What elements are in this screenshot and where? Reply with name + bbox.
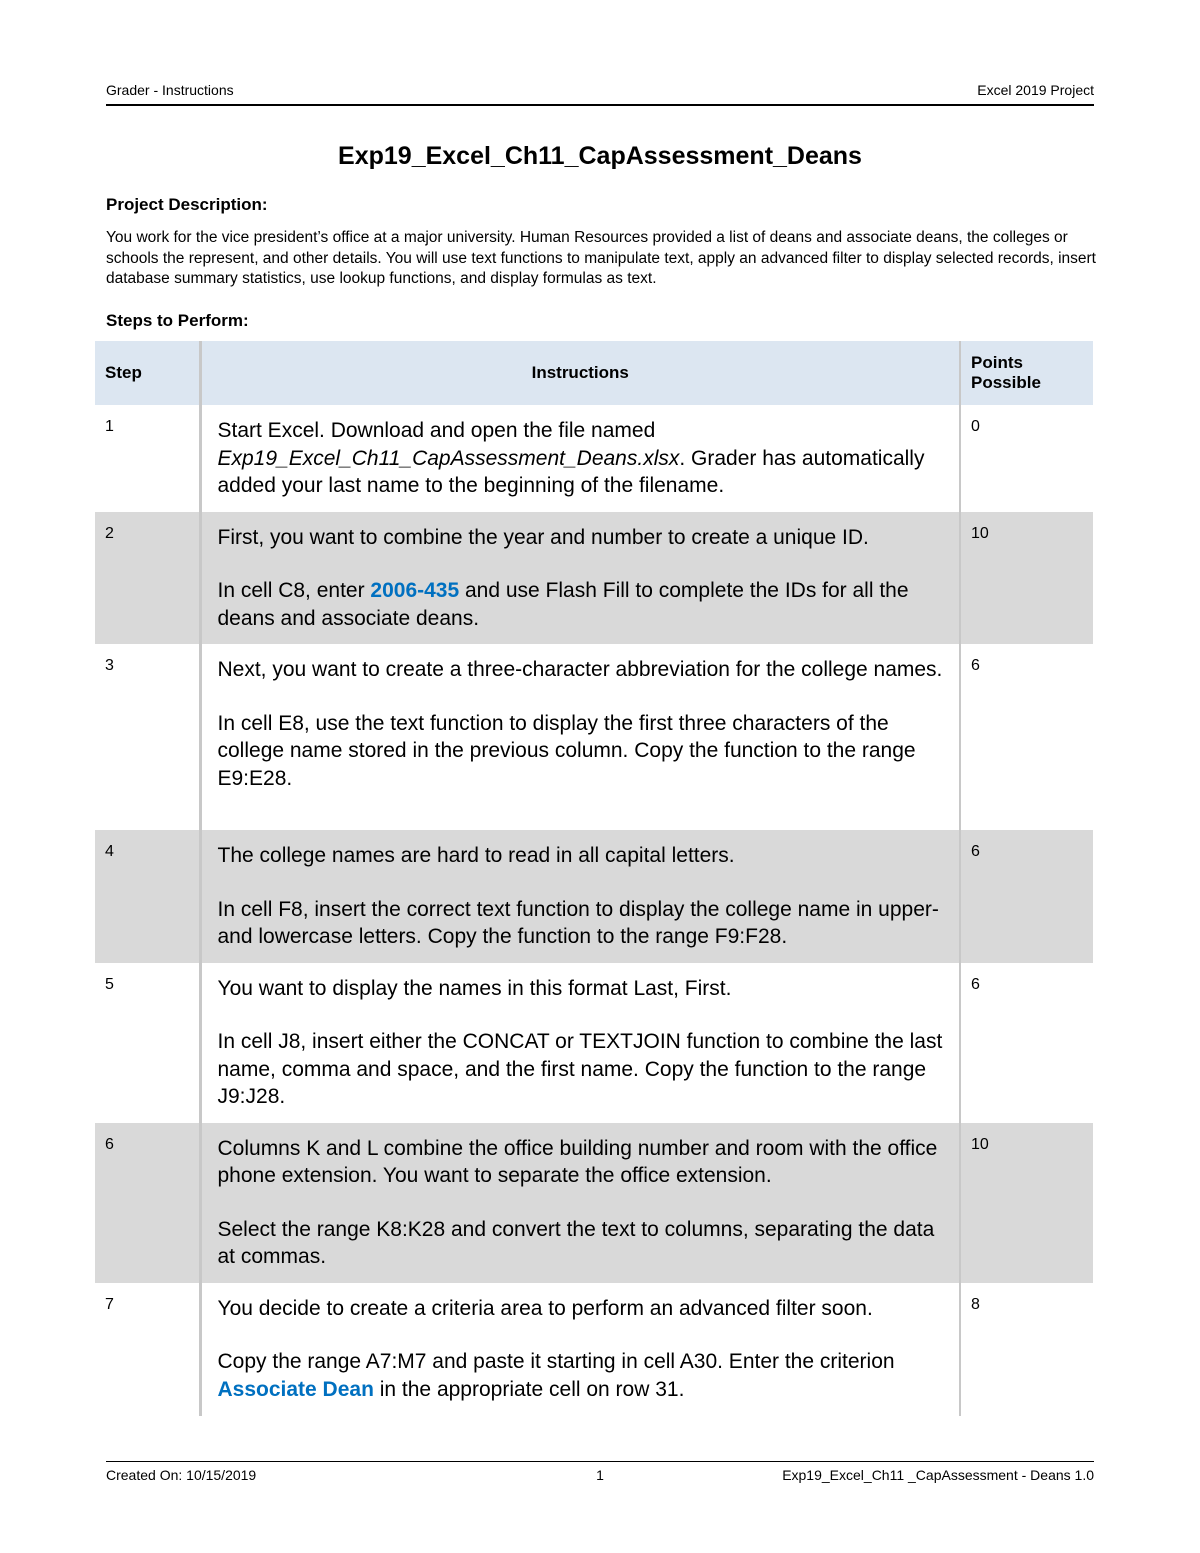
step-points: 0: [971, 418, 980, 435]
header-instructions: Instructions: [200, 341, 960, 405]
step-number: 1: [95, 405, 200, 512]
header-points: Points Possible: [960, 341, 1093, 405]
document-title: Exp19_Excel_Ch11_CapAssessment_Deans: [338, 142, 862, 170]
page-header: [106, 82, 1094, 106]
header-step: Step: [95, 341, 200, 405]
instruction-paragraph: In cell J8, insert either the CONCAT or TEXTJOIN function to combine the last name, comma and space, and the first name. Copy the function to the range J9:J28.: [217, 1030, 943, 1108]
file-name: Exp19_Excel_Ch11_CapAssessment_Deans.xlsx: [217, 446, 680, 470]
highlighted-value: 2006-435: [370, 579, 460, 602]
instruction-paragraph: Columns K and L combine the office building number and room with the office phone extension. You want to separate the office extension.: [217, 1136, 938, 1187]
instruction-paragraph: You want to display the names in this format Last, First.: [217, 976, 732, 1000]
step-instructions: [200, 644, 960, 830]
step-number: 6: [95, 1123, 200, 1283]
footer-created-on: Created On: 10/15/2019: [106, 1467, 257, 1483]
instruction-paragraph: The college names are hard to read in all capital letters.: [217, 844, 735, 867]
table-row: [95, 512, 1093, 645]
instruction-paragraph: [218, 577, 950, 632]
table-row: [95, 1123, 1093, 1283]
instruction-paragraph: First, you want to combine the year and number to create a unique ID.: [217, 525, 869, 549]
instruction-paragraph: [218, 417, 950, 500]
steps-heading: Steps to Perform:: [106, 311, 249, 330]
step-instructions: [200, 512, 960, 645]
instruction-paragraph: In cell F8, insert the correct text function to display the college name in upper- and lowercase letters. Copy the function to the range F9:F28.: [217, 897, 939, 948]
table-header-row: [95, 341, 1093, 405]
step-instructions: [200, 405, 960, 512]
highlighted-value: Associate Dean: [217, 1377, 374, 1401]
step-points: 10: [960, 1123, 1093, 1283]
footer-document-id: Exp19_Excel_Ch11 _CapAssessment - Deans 1.0: [782, 1467, 1094, 1483]
instruction-text: and use Flash Fill to complete the IDs for all the deans and associate deans.: [217, 579, 909, 630]
step-instructions: [200, 963, 960, 1123]
step-number: 4: [95, 830, 200, 963]
instruction-text: Copy the range A7:M7 and paste it starting in cell A30. Enter the criterion: [217, 1350, 895, 1373]
instruction-paragraph: [218, 1348, 950, 1403]
step-instructions: [200, 1123, 960, 1283]
step-instructions: [200, 1283, 960, 1416]
table-row: [95, 1283, 1093, 1416]
header-right: Excel 2019 Project: [977, 82, 1094, 98]
project-description-heading: Project Description:: [106, 195, 268, 214]
step-number: 5: [95, 963, 200, 1123]
step-instructions: [200, 830, 960, 963]
project-description-text: You work for the vice president’s office at a major university. Human Resources provided a list of deans and associate deans, the colleges or schools the represent, and other details. You will use text functions to manipulate text, apply an advanced filter to display selected records, insert database summary statistics, use lookup functions, and display formulas as text.: [106, 229, 1096, 287]
instruction-paragraph: In cell E8, use the text function to display the first three characters of the college name stored in the previous column. Copy the function to the range E9:E28.: [217, 711, 916, 790]
page-footer: [106, 1461, 1094, 1486]
instruction-text: . Grader has automatically added your last name to the beginning of the filename.: [217, 446, 925, 497]
step-points: 6: [971, 657, 980, 674]
step-number: 7: [95, 1283, 200, 1416]
instruction-paragraph: You decide to create a criteria area to perform an advanced filter soon.: [217, 1296, 873, 1320]
table-row: [95, 830, 1093, 963]
instruction-text: In cell C8, enter: [217, 579, 371, 602]
instruction-paragraph: Select the range K8:K28 and convert the text to columns, separating the data at commas.: [217, 1217, 935, 1268]
instruction-text: Start Excel. Download and open the file named: [217, 419, 656, 442]
table-row: [95, 963, 1093, 1123]
step-points: 6: [971, 975, 980, 993]
instruction-text: in the appropriate cell on row 31.: [373, 1377, 685, 1401]
footer-page-number: 1: [596, 1467, 604, 1483]
instruction-paragraph: Next, you want to create a three-character abbreviation for the college names.: [217, 658, 943, 681]
header-left: Grader - Instructions: [106, 82, 234, 98]
step-number: 3: [95, 644, 200, 830]
step-points: 8: [971, 1295, 980, 1313]
table-row: [95, 405, 1093, 512]
step-number: 2: [95, 512, 200, 645]
step-points: 10: [960, 512, 1093, 645]
steps-table: [95, 341, 1093, 1416]
table-row: [95, 644, 1093, 830]
step-points: 6: [960, 830, 1093, 963]
